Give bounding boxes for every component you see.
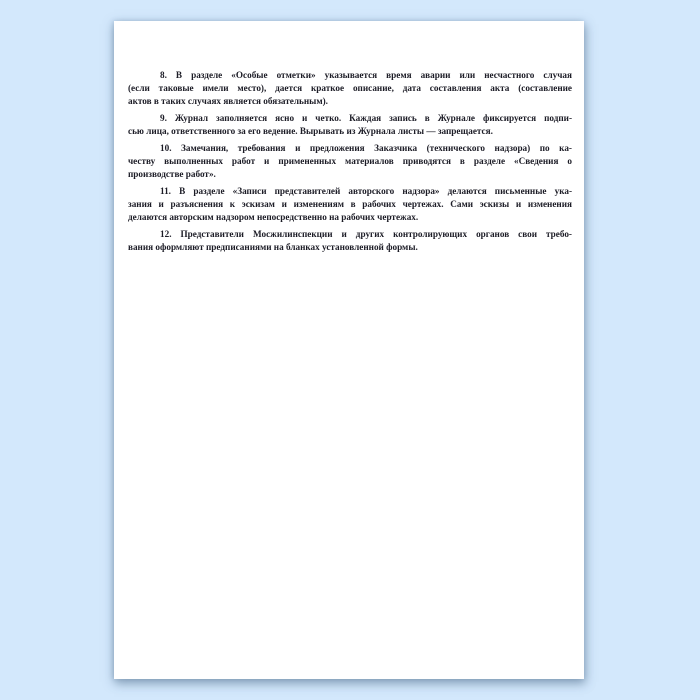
paragraph-line: зания и разъяснения к эскизам и изменениям в рабочих чертежах. Сами эскизы и изменения [128,199,572,209]
paragraph-12 [128,228,572,254]
paragraph-line: производстве работ». [128,169,216,179]
paragraph-line: сью лица, ответственного за его ведение. Вырывать из Журнала листы — запрещается. [128,126,493,136]
paragraph-line: актов в таких случаях является обязательным). [128,96,328,106]
paragraph-8 [128,69,572,108]
paragraph-11 [128,185,572,224]
paragraph-line: 8. В разделе «Особые отметки» указывается время аварии или несчастного случая [160,70,572,80]
paragraph-9 [128,112,572,138]
paragraph-line: 9. Журнал заполняется ясно и четко. Каждая запись в Журнале фиксируется подпи- [160,113,572,123]
paragraph-line: честву выполненных работ и примененных материалов приводятся в разделе «Сведения о [128,156,572,166]
paragraph-line: (если таковые имели место), дается краткое описание, дата составления акта (составление [128,83,572,93]
paragraph-line: 11. В разделе «Записи представителей авторского надзора» делаются письменные ука- [160,186,572,196]
document-page [114,21,584,679]
paragraph-10 [128,142,572,181]
paragraph-line: 12. Представители Мосжилинспекции и других контролирующих органов свои требо- [160,229,572,239]
document-text-block [128,69,572,254]
paragraph-line: 10. Замечания, требования и предложения Заказчика (технического надзора) по ка- [160,143,572,153]
paragraph-line: делаются авторским надзором непосредственно на рабочих чертежах. [128,212,419,222]
paragraph-line: вания оформляют предписаниями на бланках установленной формы. [128,242,418,252]
